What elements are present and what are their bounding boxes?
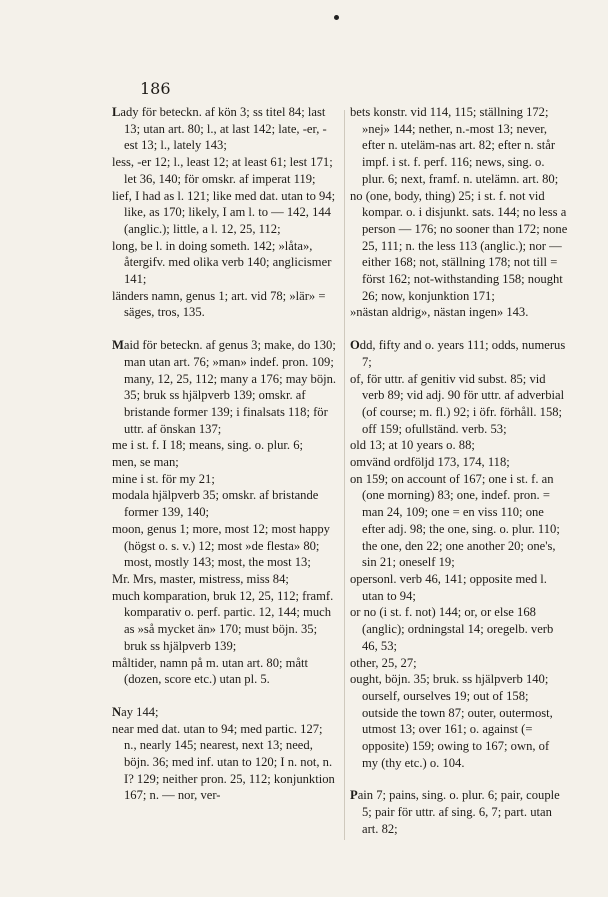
index-entry	[112, 337, 338, 437]
index-entry	[350, 437, 568, 454]
entry-text: other, 25, 27;	[350, 655, 417, 670]
index-entry	[350, 571, 568, 604]
index-entry	[112, 721, 338, 805]
index-entry	[112, 571, 338, 588]
index-entry	[350, 604, 568, 654]
index-entry	[350, 655, 568, 672]
index-entry	[350, 671, 568, 771]
entry-text: bets konstr. vid 114, 115; ställning 172; »nej» 144; nether, n.-most 13; never, efter n. uteläm-nas art. 82; efter n. står impf. i st. f. perf. 116; news, sing. o. plur. 6; next, framf. n. utelämn. art. 80;	[350, 105, 559, 186]
index-entry	[112, 471, 338, 488]
entry-text: Mr. Mrs, master, mistress, miss 84;	[112, 571, 289, 586]
entry-text: ady för beteckn. af kön 3; ss titel 84; last 13; utan art. 80; l., at last 142; late, -er, -est 13; l., lately 143;	[120, 105, 327, 153]
entry-text: mine i st. för my 21;	[112, 471, 215, 486]
section-gap	[112, 688, 338, 704]
entry-text: much komparation, bruk 12, 25, 112; framf. komparativ o. perf. partic. 12, 144; much as »så mycket än» 170; must böjn. 35; bruk ss hjälpverb 139;	[112, 588, 334, 653]
printer-dot	[334, 15, 339, 20]
section-initial: O	[350, 338, 360, 353]
entry-text: omvänd ordföljd 173, 174, 118;	[350, 455, 510, 470]
section-initial: N	[112, 704, 122, 719]
index-entry	[112, 487, 338, 520]
entry-text: men, se man;	[112, 455, 179, 470]
section-gap	[350, 771, 568, 787]
index-entry	[350, 454, 568, 471]
entry-text: modala hjälpverb 35; omskr. af bristande former 139, 140;	[112, 488, 319, 520]
section-gap	[350, 321, 568, 337]
index-entry	[350, 471, 568, 571]
index-entry	[112, 238, 338, 288]
entry-text: »nästan aldrig», nästan ingen» 143.	[350, 305, 529, 320]
entry-text: or no (i st. f. not) 144; or, or else 168 (anglic); ordningstal 14; oregelb. verb 46, 53;	[350, 605, 554, 653]
index-entry	[350, 188, 568, 305]
entry-text: måltider, namn på m. utan art. 80; mått (dozen, score etc.) utan pl. 5.	[112, 655, 309, 687]
entry-text: lief, I had as l. 121; like med dat. utan to 94; like, as 170; likely, I am l. to — 142, 144 (anglic.); little, a l. 12, 25, 112;	[112, 188, 336, 236]
index-entry	[350, 304, 568, 321]
index-entry	[350, 337, 568, 370]
index-entry	[112, 521, 338, 571]
entry-text: on 159; on account of 167; one i st. f. an (one morning) 83; one, indef. pron. = man 24, 109; one = en viss 110; one efter adj. 98; the one, sing. o. plur. 110; the one, den 22; one another 20; one's, sin 21; oneself 19;	[350, 471, 560, 570]
section-initial: P	[350, 788, 358, 803]
index-entry	[112, 454, 338, 471]
section-gap	[112, 321, 338, 337]
column-divider	[344, 110, 345, 840]
entry-text: old 13; at 10 years o. 88;	[350, 438, 475, 453]
index-entry	[112, 655, 338, 688]
entry-text: dd, fifty and o. years 111; odds, numerus 7;	[359, 338, 566, 369]
section-initial: M	[112, 338, 124, 353]
section-initial: L	[112, 105, 121, 119]
entry-text: ay 144;	[121, 704, 159, 719]
entry-text: ought, böjn. 35; bruk. ss hjälpverb 140; ourself, ourselves 19; out of 158; outside the town 87; outer, outermost, utmost 13; over 161; o. against (= opposite) 159; owing to 167; own, of my (thy etc.) o. 104.	[350, 672, 553, 770]
index-entry	[112, 588, 338, 655]
page-number: 186	[140, 79, 171, 98]
entry-text: long, be l. in doing someth. 142; »låta», återgifv. med olika verb 140; anglicismer 141;	[112, 238, 332, 287]
entry-text: me i st. f. I 18; means, sing. o. plur. 6;	[112, 438, 303, 453]
index-entry	[350, 787, 568, 837]
entry-text: aid för beteckn. af genus 3; make, do 130; man utan art. 76; »man» indef. pron. 109; many, 12, 25, 112; many a 176; may böjn. 35; bruk ss hjälpverb 139; omskr. af bristande former 139; i finalsats 118; för uttr. af önskan 137;	[123, 338, 337, 436]
entry-text: near med dat. utan to 94; med partic. 127; n., nearly 145; nearest, next 13; need, böjn. 36; med inf. utan to 120; I n. not, n. I? 129; neither pron. 25, 112; konjunktion 167; n. — nor, ver-	[112, 721, 335, 803]
entry-text: no (one, body, thing) 25; i st. f. not vid kompar. o. i disjunkt. sats. 144; no less a person — 176; no sooner than 172; none 25, 111; n. the less 113 (anglic.); nor — either 168; not, ställning 178; not till = först 162; not-withstanding 158; nought 26; now, konjunktion 171;	[350, 188, 568, 303]
index-entry	[350, 104, 568, 188]
index-entry	[112, 154, 338, 187]
left-column	[112, 104, 338, 804]
index-entry	[112, 288, 338, 321]
index-entry	[112, 188, 338, 238]
right-column	[350, 104, 568, 838]
index-entry	[112, 104, 338, 154]
index-entry	[350, 371, 568, 438]
entry-text: opersonl. verb 46, 141; opposite med l. utan to 94;	[350, 571, 547, 603]
entry-text: moon, genus 1; more, most 12; most happy (högst o. s. v.) 12; most »de flesta» 80; most, mostly 143; most, the most 13;	[112, 521, 330, 570]
entry-text: länders namn, genus 1; art. vid 78; »lär» = säges, tros, 135.	[112, 288, 326, 320]
entry-text: less, -er 12; l., least 12; at least 61; lest 171; let 36, 140; för omskr. af imperat 119;	[112, 155, 333, 186]
index-entry	[112, 704, 338, 721]
entry-text: of, för uttr. af genitiv vid subst. 85; vid verb 89; vid adj. 90 för uttr. af adverbial (of course; m. fl.) 92; i öfr. förhåll. 158; off 159; ofullständ. verb. 53;	[350, 371, 565, 436]
index-entry	[112, 437, 338, 454]
entry-text: ain 7; pains, sing. o. plur. 6; pair, couple 5; pair för uttr. af sing. 6, 7; part. utan art. 82;	[357, 788, 560, 836]
